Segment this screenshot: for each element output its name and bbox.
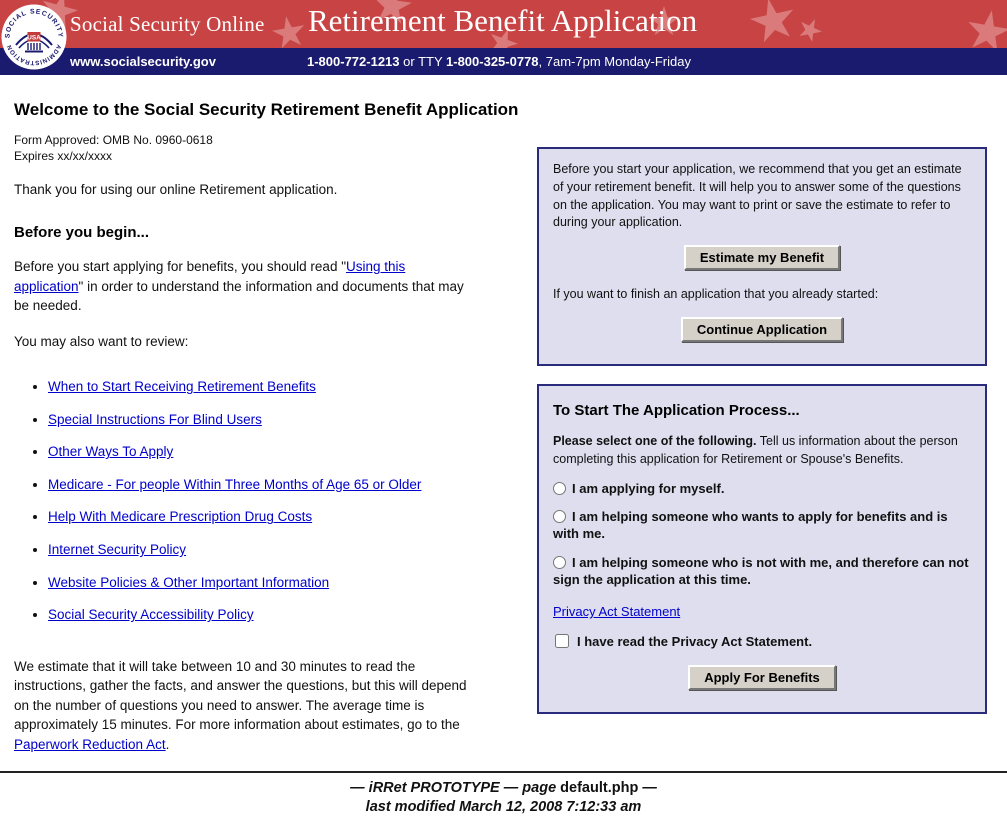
applicant-option-1[interactable]	[553, 509, 971, 543]
applicant-radio[interactable]	[553, 482, 566, 495]
phone-number: 1-800-772-1213	[307, 54, 400, 69]
applicant-option-label: I am helping someone who is not with me, and therefore can not sign the application at this time.	[553, 555, 969, 588]
phone-mid-text: or TTY	[399, 54, 447, 69]
start-application-box	[537, 384, 987, 714]
estimate-pre-text: We estimate that it will take between 10 and 30 minutes to read the instructions, gather the facts, and answer the questions, but this will depend on the number of questions you need to answer. The average time is approximately 15 minutes. For more information about estimates, go to the	[14, 658, 467, 733]
before-pre-text: Before you start applying for benefits, you should read "	[14, 258, 346, 274]
start-process-heading: To Start The Application Process...	[553, 401, 800, 419]
privacy-acknowledge-label: I have read the Privacy Act Statement.	[577, 634, 813, 650]
expires-text: Expires xx/xx/xxxx	[14, 149, 113, 164]
using-this-application-link[interactable]: Using this application	[14, 258, 406, 294]
last-modified-line: last modified March 12, 2008 7:12:33 am	[365, 798, 642, 815]
continue-application-button[interactable]: Continue Application	[681, 317, 843, 342]
prototype-text-end: —	[638, 779, 657, 796]
applicant-radio[interactable]	[553, 556, 566, 569]
review-link[interactable]: Special Instructions For Blind Users	[48, 411, 262, 427]
phone-info	[307, 54, 691, 69]
phone-hours: , 7am-7pm Monday-Friday	[538, 54, 691, 69]
page-filename: default.php	[560, 779, 639, 796]
ssa-seal-logo	[1, 4, 67, 70]
seal-usa-text: USA	[27, 34, 41, 42]
select-instruction	[553, 433, 971, 469]
review-link-item	[48, 573, 476, 593]
footer	[0, 779, 1007, 827]
applicant-option-2[interactable]	[553, 555, 971, 589]
applicant-option-label: I am applying for myself.	[572, 480, 725, 496]
info-bar	[0, 48, 1007, 75]
review-link[interactable]: Social Security Accessibility Policy	[48, 607, 254, 623]
review-link-item	[48, 605, 476, 625]
review-link[interactable]: Internet Security Policy	[48, 542, 187, 557]
seal-text-top: SOCIAL SECURITY	[4, 8, 64, 39]
tty-number: 1-800-325-0778	[446, 54, 539, 69]
review-link[interactable]: Help With Medicare Prescription Drug Costs	[48, 509, 313, 525]
privacy-acknowledge-checkbox[interactable]	[555, 634, 569, 648]
privacy-act-statement-link[interactable]: Privacy Act Statement	[553, 604, 681, 619]
decorative-star-icon	[269, 13, 308, 48]
form-approved-text: Form Approved: OMB No. 0960-0618	[14, 133, 213, 147]
review-link-item	[48, 507, 476, 527]
review-link-item	[48, 540, 476, 560]
left-column	[14, 130, 476, 771]
radio-options	[553, 481, 971, 589]
applicant-option-0[interactable]	[553, 481, 971, 498]
page-title: Welcome to the Social Security Retirement Benefit Application	[14, 100, 519, 119]
estimate-post-text: .	[165, 736, 170, 752]
select-instruction-rest: Tell us information about the person completing this application for Retirement or Spouse's Benefits.	[553, 434, 958, 466]
review-link-item	[48, 475, 476, 495]
masthead	[0, 0, 1007, 75]
review-link[interactable]: Other Ways To Apply	[48, 444, 174, 460]
omb-approval	[14, 132, 476, 164]
right-column	[537, 147, 987, 714]
site-brand: Social Security Online	[70, 12, 265, 36]
footer-divider	[0, 771, 1007, 773]
thanks-text: Thank you for using our online Retirement application.	[14, 182, 338, 198]
review-intro-text: You may also want to review:	[14, 333, 189, 349]
prototype-line	[0, 779, 1007, 798]
estimate-box-text: Before you start your application, we recommend that you get an estimate of your retirement benefit. It will help you to answer some of the questions on the application. You may want to print or save the estimate to refer to during your application.	[553, 162, 962, 230]
paperwork-reduction-act-link[interactable]: Paperwork Reduction Act	[14, 736, 166, 752]
before-you-begin-paragraph	[14, 257, 476, 316]
page-banner-title: Retirement Benefit Application	[308, 3, 698, 38]
review-link-item	[48, 442, 476, 462]
header-banner	[0, 0, 1007, 48]
before-post-text: " in order to understand the information and documents that may be needed.	[14, 278, 464, 314]
applicant-option-label: I am helping someone who wants to apply for benefits and is with me.	[553, 509, 948, 542]
decorative-star-icon	[963, 7, 1007, 48]
select-instruction-bold: Please select one of the following.	[553, 434, 757, 449]
review-link-item	[48, 377, 476, 397]
estimate-benefit-box	[537, 147, 987, 366]
review-link[interactable]: When to Start Receiving Retirement Benefits	[48, 379, 316, 395]
decorative-star-icon	[794, 14, 826, 46]
decorative-star-icon	[746, 0, 801, 48]
applicant-radio[interactable]	[553, 510, 566, 523]
seal-text-bottom: ADMINISTRATION	[5, 43, 63, 67]
site-url: www.socialsecurity.gov	[70, 54, 216, 69]
review-link[interactable]: Medicare - For people Within Three Months of Age 65 or Older	[48, 476, 422, 492]
prototype-text: — iRRet PROTOTYPE — page	[350, 779, 561, 796]
privacy-acknowledge-row[interactable]	[553, 633, 971, 651]
before-you-begin-heading: Before you begin...	[14, 223, 150, 241]
review-link-item	[48, 410, 476, 430]
review-links	[48, 377, 476, 625]
main-content	[0, 100, 1007, 771]
estimate-my-benefit-button[interactable]: Estimate my Benefit	[684, 245, 840, 270]
apply-for-benefits-button[interactable]: Apply For Benefits	[688, 665, 836, 690]
time-estimate-paragraph	[14, 657, 476, 755]
continue-application-text: If you want to finish an application that you already started:	[553, 287, 879, 301]
review-link[interactable]: Website Policies & Other Important Information	[48, 574, 330, 590]
